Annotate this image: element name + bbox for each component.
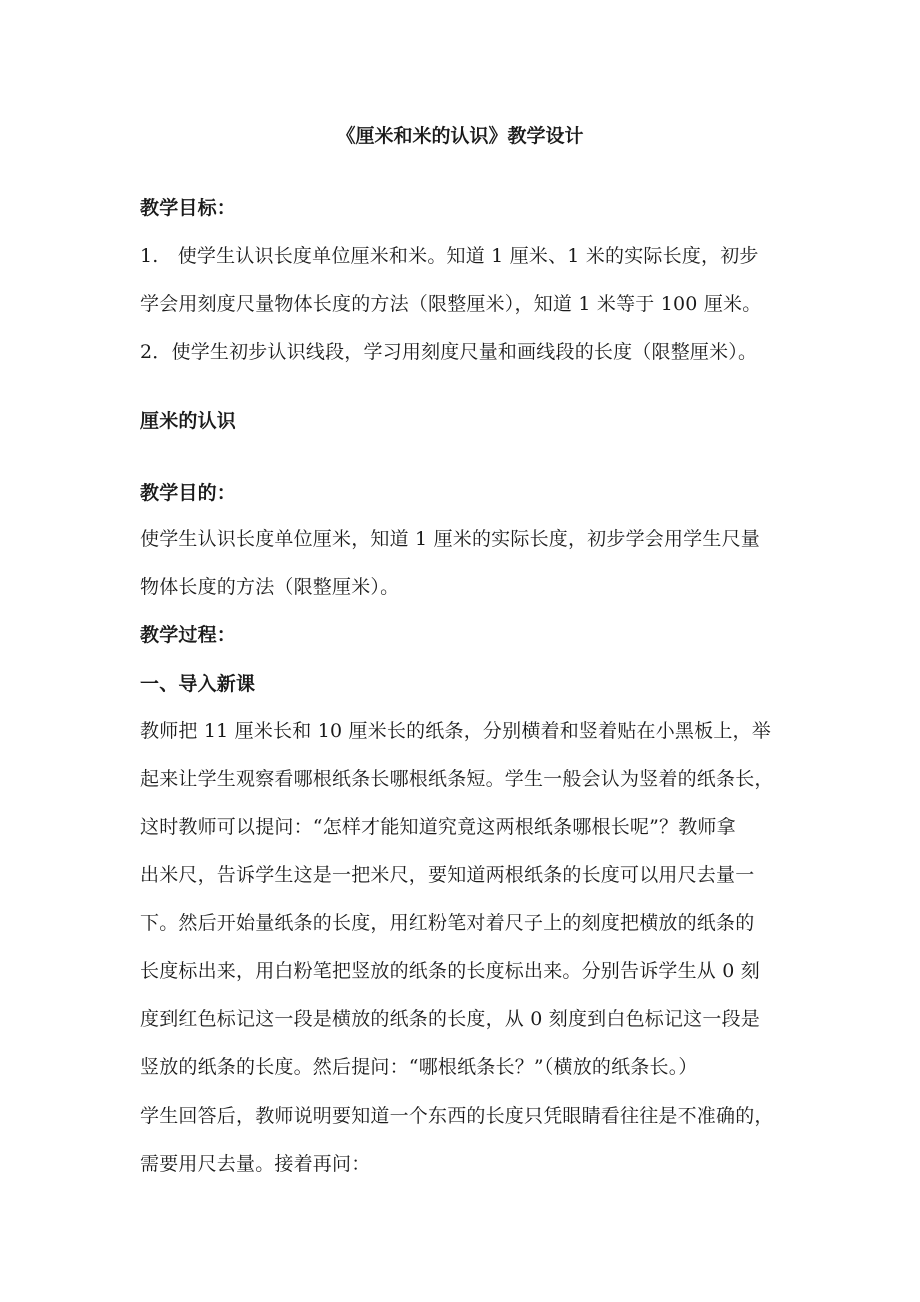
process-heading: 教学过程： [140,624,237,646]
document-title: 《厘米和米的认识》教学设计 [336,125,584,147]
paragraph-line: 出米尺，告诉学生这是一把米尺，要知道两根纸条的长度可以用尺去量一 [140,864,755,886]
goal-2: 2．使学生初步认识线段，学习用刻度尺量和画线段的长度（限整厘米）。 [140,341,758,363]
purpose-line-1: 使学生认识长度单位厘米，知道 1 厘米的实际长度，初步学会用学生尺量 [140,528,760,550]
paragraph-line: 长度标出来，用白粉笔把竖放的纸条的长度标出来。分别告诉学生从 0 刻 [140,960,760,982]
paragraph-line: 学生回答后，教师说明要知道一个东西的长度只凭眼睛看往往是不准确的， [140,1105,774,1127]
paragraph-line: 起来让学生观察看哪根纸条长哪根纸条短。学生一般会认为竖着的纸条长， [140,768,774,790]
step-1-heading: 一、导入新课 [140,673,256,695]
section-heading: 厘米的认识 [140,410,237,432]
goal-1-line-1: 1. 使学生认识长度单位厘米和米。知道 1 厘米、1 米的实际长度，初步 [140,245,759,267]
paragraph-line: 教师把 11 厘米长和 10 厘米长的纸条，分别横着和竖着贴在小黑板上，举 [140,720,771,742]
purpose-line-2: 物体长度的方法（限整厘米）。 [140,576,400,598]
goal-1-line-2: 学会用刻度尺量物体长度的方法（限整厘米），知道 1 米等于 100 厘米。 [140,293,762,315]
paragraph-line: 度到红色标记这一段是横放的纸条的长度，从 0 刻度到白色标记这一段是 [140,1008,760,1030]
paragraph-line: 需要用尺去量。接着再问： [140,1153,371,1175]
paragraph-line: 下。然后开始量纸条的长度，用红粉笔对着尺子上的刻度把横放的纸条的 [140,912,755,934]
goals-heading: 教学目标： [140,197,237,219]
purpose-heading: 教学目的： [140,482,237,504]
paragraph-line: 竖放的纸条的长度。然后提问：“哪根纸条长？”（横放的纸条长。） [140,1056,698,1078]
paragraph-line: 这时教师可以提问：“怎样才能知道究竟这两根纸条哪根长呢”？教师拿 [140,816,736,838]
